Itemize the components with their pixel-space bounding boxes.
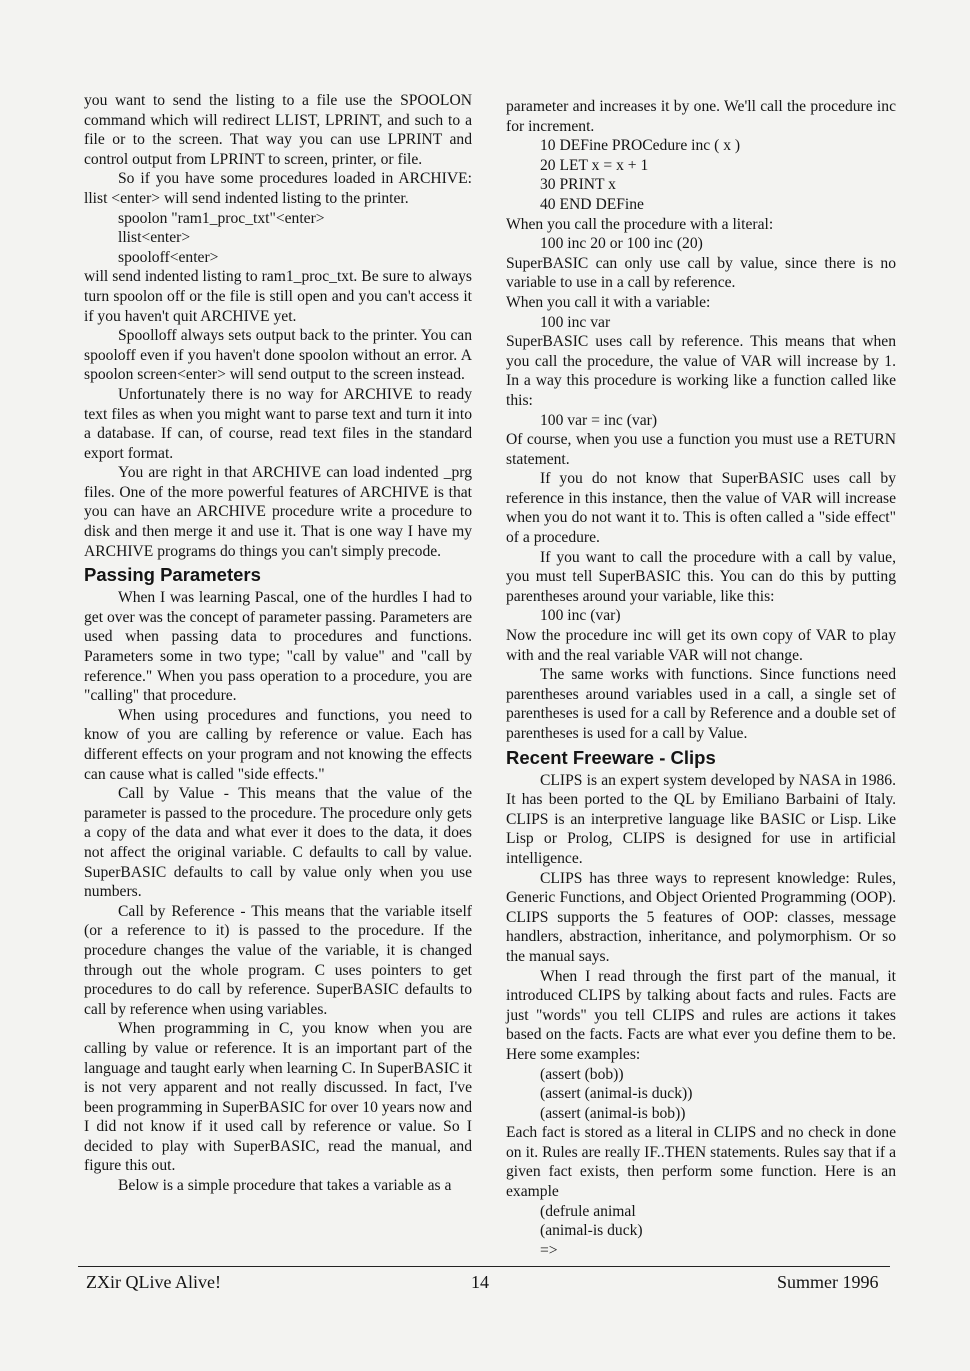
code-line: spoolon "ram1_proc_txt"<enter> [118, 209, 325, 227]
code-line: (defrule animal [540, 1202, 636, 1220]
paragraph: You are right in that ARCHIVE can load indented _prg files. One of the more powerful features of ARCHIVE is that you can have an ARCHIVE procedure write a procedure to disk and then merge it and use it. That is one way I have my ARCHIVE programs do things you can't simply precode. [84, 464, 472, 560]
code-line: (assert (animal-is duck)) [540, 1085, 693, 1103]
code-line: (assert (bob)) [540, 1065, 624, 1083]
paragraph: Call by Reference - This means that the variable itself (or a reference to it) is passed to the procedure. If the procedure changes the value of the variable, it is changed through out the whole program. C uses pointers to get procedures to do call by reference. SuperBASIC defaults to call by reference when using variables. [84, 902, 472, 1018]
footer-issue: Summer 1996 [777, 1272, 879, 1292]
paragraph: CLIPS is an expert system developed by NASA in 1986. It has been ported to the QL by Emiliano Barbaini of Italy. CLIPS is an interpretive language like BASIC or Lisp. Like Lisp or Prolog, CLIPS is designed for use in artificial intelligence. [506, 771, 896, 867]
paragraph: Call by Value - This means that the value of the parameter is passed to the procedure. The procedure only gets a copy of the data and what ever it does to the data, it does not affect the original variable. C defaults to call by value. SuperBASIC defaults to call by value only when you use numbers. [84, 785, 472, 901]
code-line: 20 LET x = x + 1 [540, 156, 649, 174]
paragraph: Each fact is stored as a literal in CLIPS and no check in done on it. Rules are really IF..THEN statements. Rules say that if a given fact exists, then perform some function. Here is an example [506, 1124, 896, 1201]
paragraph: When I read through the first part of the manual, it introduced CLIPS by talking about facts and rules. Facts are just "words" you tell CLIPS and rules are actions it takes based on the facts. Facts are what ever you define them to be. Here some examples: [506, 967, 896, 1063]
code-line: (animal-is duck) [540, 1222, 643, 1240]
paragraph: will send indented listing to ram1_proc_txt. Be sure to always turn spoolon off or the file is still open and you can't access it if you haven't quit ARCHIVE yet. [84, 268, 472, 325]
paragraph: parameter and increases it by one. We'll call the procedure inc for increment. [506, 98, 896, 135]
paragraph: When I was learning Pascal, one of the hurdles I had to get over was the concept of parameter passing. Parameters are used when passing data to procedures and functions. Parameters some in two type; "call by value" and "call by reference." When you pass operation to a procedure, you are "calling" that procedure. [84, 589, 472, 705]
code-line: (assert (animal-is bob)) [540, 1104, 686, 1122]
paragraph: So if you have some procedures loaded in ARCHIVE: llist <enter> will send indented listing to the printer. [84, 170, 472, 207]
paragraph: Of course, when you use a function you must use a RETURN statement. [506, 431, 896, 468]
code-line: 100 var = inc (var) [540, 411, 658, 429]
paragraph: Spoolloff always sets output back to the printer. You can spooloff even if you haven't done spoolon without an error. A spoolon screen<enter> will send output to the screen instead. [84, 327, 472, 384]
paragraph: If you do not know that SuperBASIC uses call by reference in this instance, then the value of VAR will increase when you do not want it to. This is often called a "side effect" of a procedure. [506, 470, 896, 547]
code-line: 40 END DEFine [540, 195, 644, 213]
footer-rule [78, 1266, 890, 1267]
paragraph: Now the procedure inc will get its own copy of VAR to play with and the real variable VAR will not change. [506, 627, 896, 664]
footer-publication: ZXir QLive Alive! [86, 1272, 221, 1292]
code-line: llist<enter> [118, 229, 191, 247]
paragraph: When you call it with a variable: [506, 293, 711, 311]
paragraph: When programming in C, you know when you are calling by value or reference. It is an important part of the language and taught early when learning C. In SuperBASIC it is not very apparent and not really discussed. In fact, I've been programming in SuperBASIC for over 10 years now and I did not know if it used call by reference or value. So I decided to play with SuperBASIC, read the manual, and figure this out. [84, 1020, 472, 1175]
code-line: 10 DEFine PROCedure inc ( x ) [540, 137, 741, 155]
paragraph: When you call the procedure with a literal: [506, 215, 774, 233]
paragraph: SuperBASIC uses call by reference. This means that when you call the procedure, the value of VAR will increase by 1. In a way this procedure is working like a function called like this: [506, 333, 896, 409]
paragraph: The same works with functions. Since functions need parentheses around variables used in a call, a single set of parentheses is used for a call by Reference and a double set of parentheses is used for a call by Value. [506, 666, 896, 742]
code-line: 100 inc var [540, 313, 611, 331]
code-line: spooloff<enter> [118, 248, 219, 266]
paragraph: Below is a simple procedure that takes a variable as a [118, 1177, 452, 1195]
paragraph: CLIPS has three ways to represent knowledge: Rules, Generic Functions, and Object Oriented Programming (OOP). CLIPS supports the 5 features of OOP: classes, message handlers, abstraction, inheritance, and polymorphism. Or so the manual says. [506, 869, 896, 965]
footer-page-number: 14 [471, 1272, 489, 1292]
paragraph: If you want to call the procedure with a call by value, you must tell SuperBASIC this. You can do this by putting parentheses around your variable, like this: [506, 548, 896, 605]
section-heading: Recent Freeware - Clips [506, 746, 716, 768]
paragraph: you want to send the listing to a file use the SPOOLON command which will redirect LLIST, LPRINT, and such to a file or to the screen. That way you can use LPRINT and control output from LPRINT to screen, printer, or file. [84, 92, 472, 168]
right-column [506, 97, 896, 1260]
code-line: => [540, 1241, 558, 1259]
left-column [84, 91, 472, 1196]
section-heading: Passing Parameters [84, 564, 261, 586]
code-line: 30 PRINT x [540, 176, 616, 194]
paragraph: Unfortunately there is no way for ARCHIVE to ready text files as when you might want to parse text and turn it into a database. If can, of course, read text files in the standard export format. [84, 385, 472, 462]
code-line: 100 inc (var) [540, 607, 621, 625]
paragraph: When using procedures and functions, you need to know of you are calling by reference or value. Each has different effects on your program and not knowing the effects can cause what is called "side effects." [84, 706, 472, 783]
code-line: 100 inc 20 or 100 inc (20) [540, 235, 703, 253]
paragraph: SuperBASIC can only use call by value, since there is no variable to use in a call by reference. [506, 254, 896, 292]
